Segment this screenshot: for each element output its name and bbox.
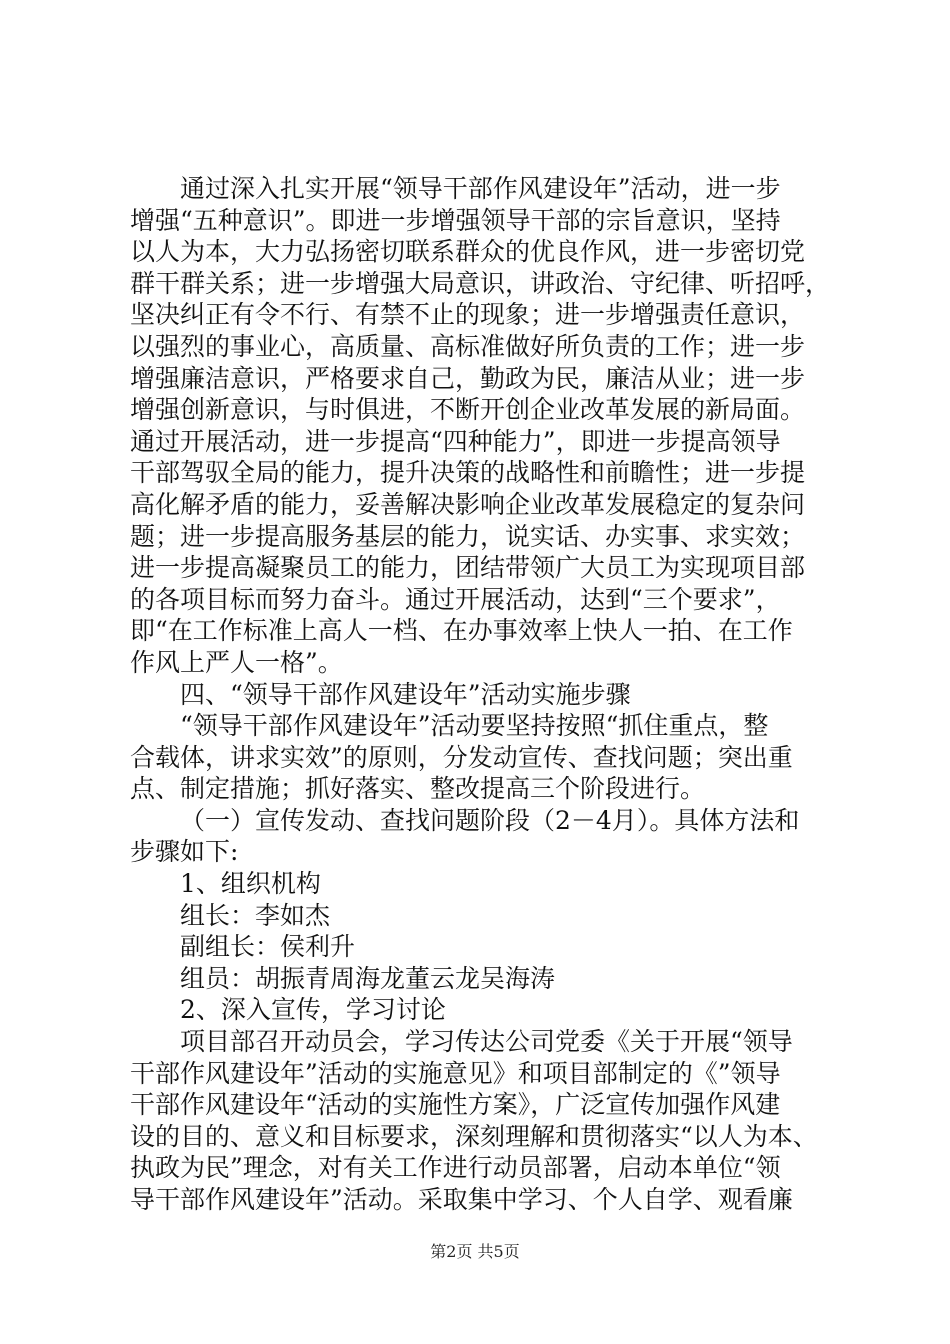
text-line: 增强“五种意识”。即进一步增强领导干部的宗旨意识，坚持 bbox=[130, 205, 781, 235]
text-line: 导干部作风建设年”活动。采取集中学习、个人自学、观看廉 bbox=[130, 1185, 793, 1214]
list-item: 组长：李如杰 bbox=[180, 900, 331, 930]
text-line: 即“在工作标准上高人一档、在办事效率上快人一拍、在工作 bbox=[130, 616, 793, 646]
page-footer: 第2页 共5页 bbox=[430, 1242, 520, 1261]
document-body bbox=[130, 173, 830, 1216]
text-line: 执政为民”理念，对有关工作进行动员部署，启动本单位“领 bbox=[130, 1153, 781, 1183]
text-line: 题；进一步提高服务基层的能力，说实话、办实事、求实效； bbox=[130, 521, 806, 551]
text-line: 坚决纠正有令不行、有禁不止的现象；进一步增强责任意识， bbox=[130, 300, 806, 330]
text-line: 以人为本，大力弘扬密切联系群众的优良作风，进一步密切党 bbox=[130, 237, 806, 267]
text-line: 作风上严人一格”。 bbox=[130, 647, 343, 677]
text-line: 群干群关系；进一步增强大局意识，讲政治、守纪律、听招呼， bbox=[130, 268, 830, 298]
text-line: 合载体，讲求实效”的原则，分发动宣传、查找问题；突出重 bbox=[130, 742, 793, 772]
text-line: “领导干部作风建设年”活动要坚持按照“抓住重点，整 bbox=[180, 711, 769, 741]
text-line: 进一步提高凝聚员工的能力，团结带领广大员工为实现项目部 bbox=[130, 553, 806, 583]
text-line: 通过深入扎实开展“领导干部作风建设年”活动，进一步 bbox=[180, 174, 781, 203]
text-line: 增强创新意识，与时俱进，不断开创企业改革发展的新局面。 bbox=[130, 395, 806, 425]
text-line: 的各项目标而努力奋斗。通过开展活动，达到“三个要求”， bbox=[130, 584, 781, 614]
subsection-heading: （一）宣传发动、查找问题阶段（2－4月）。具体方法和 bbox=[180, 805, 800, 835]
text-line: 高化解矛盾的能力，妥善解决影响企业改革发展稳定的复杂问 bbox=[130, 489, 806, 519]
text-line: 干部作风建设年”活动的实施意见》和项目部制定的《”领导 bbox=[130, 1058, 781, 1088]
text-line: 增强廉洁意识，严格要求自己，勤政为民，廉洁从业；进一步 bbox=[130, 363, 806, 393]
text-line: 项目部召开动员会，学习传达公司党委《关于开展“领导 bbox=[180, 1027, 793, 1057]
text-line: 点、制定措施；抓好落实、整改提高三个阶段进行。 bbox=[130, 774, 706, 804]
text-line: 干部作风建设年“活动的实施性方案》，广泛宣传加强作风建 bbox=[130, 1090, 781, 1120]
text-line: 通过开展活动，进一步提高“四种能力”，即进一步提高领导 bbox=[130, 426, 781, 456]
text-line: 设的目的、意义和目标要求，深刻理解和贯彻落实“以人为本、 bbox=[130, 1121, 818, 1151]
list-item: 1、组织机构 bbox=[180, 869, 321, 899]
list-item: 副组长：侯利升 bbox=[180, 932, 356, 962]
section-heading: 四、“领导干部作风建设年”活动实施步骤 bbox=[180, 679, 631, 709]
text-line: 干部驾驭全局的能力，提升决策的战略性和前瞻性；进一步提 bbox=[130, 458, 806, 488]
text-line: 以强烈的事业心，高质量、高标准做好所负责的工作；进一步 bbox=[130, 331, 806, 361]
list-item: 组员：胡振青周海龙董云龙吴海涛 bbox=[180, 963, 556, 993]
text-line: 步骤如下: bbox=[130, 837, 239, 867]
list-item: 2、深入宣传，学习讨论 bbox=[180, 995, 446, 1025]
